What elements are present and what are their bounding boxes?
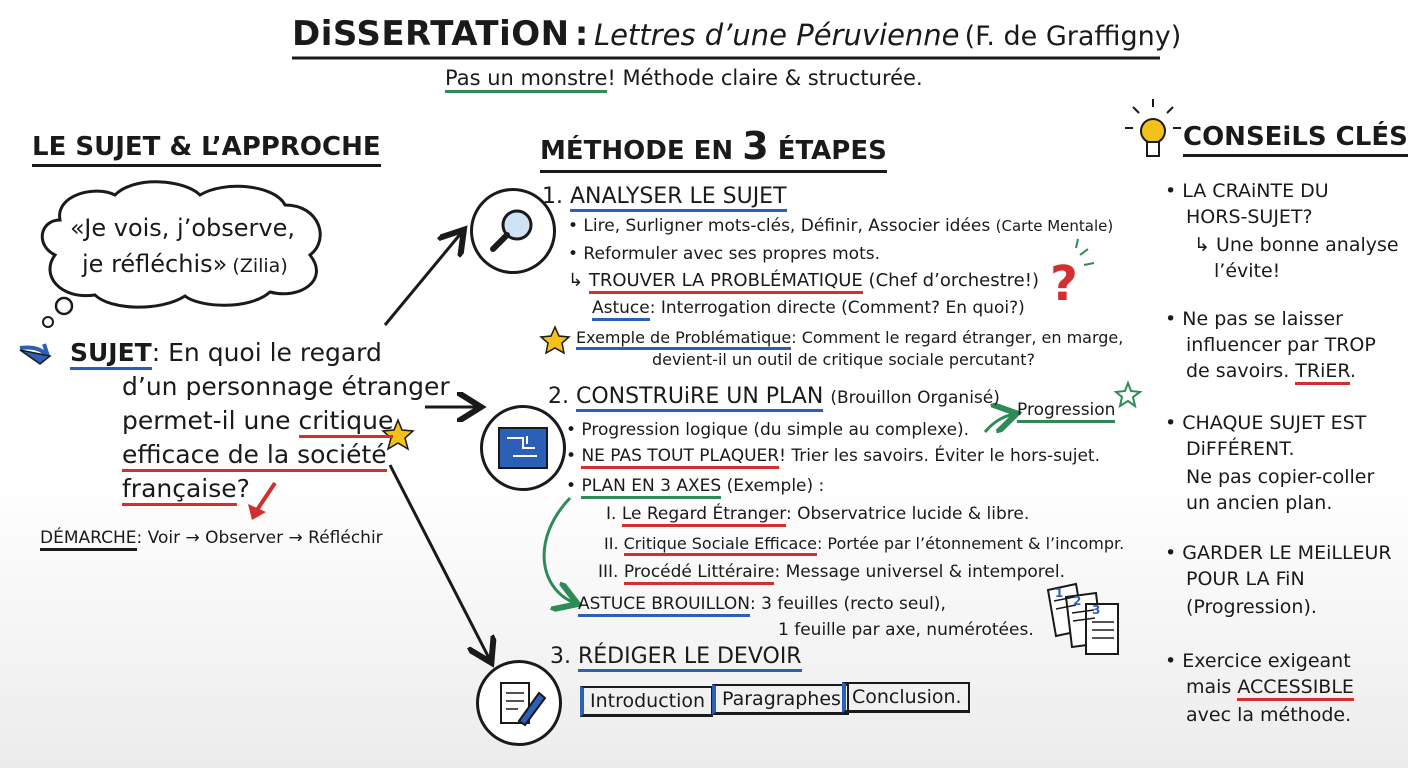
tip5-line1: • Exercice exigeant [1165,650,1351,672]
progression-arrow [985,414,1014,432]
sujet-line5 [122,474,250,503]
thought-cloud [42,182,320,307]
arrow-to-step3 [390,465,490,660]
step1-title-row [542,184,787,209]
cloud-speaker: (Zilia) [232,255,288,277]
tip5-line2 [1186,676,1354,698]
tip3-line3: Ne pas copier-coller [1186,466,1375,488]
step2-astuce-text1: : 3 feuilles (recto seul), [750,594,946,614]
demarche-label: DÉMARCHE [40,528,137,551]
green-curve-arrow [544,498,575,603]
step2-bullet1: • Progression logique (du simple au complexe). [566,420,970,440]
title-sep: : [574,14,589,54]
cloud-quote-text: je réfléchis» [82,250,228,278]
tip1-line2: HORS-SUJET? [1186,206,1313,228]
step1-num: 1. [542,184,563,209]
star-progression [1116,383,1140,406]
hook-arrow-icon: ↳ [568,270,584,291]
page-subtitle [445,66,923,90]
sujet-text1: : En quoi le regard [151,338,382,367]
box-introduction: Introduction [580,686,713,717]
step2-bullet3-text: (Exemple) : [726,476,825,496]
middle-heading-part1: MÉTHODE EN [540,136,743,166]
step1-example-line1 [576,328,1123,347]
arrow-to-step1 [385,232,462,325]
progression-tag: Progression [1017,400,1115,423]
tip2-line1: • Ne pas se laisser [1165,308,1343,330]
axis-1-num: I. [606,504,617,524]
tip5-accessible: ACCESSIBLE [1237,676,1354,701]
tip1-line1: • LA CRAiNTE DU [1165,180,1329,202]
sujet-line3 [122,406,393,435]
step2-num: 2. [548,384,569,409]
tip3-line2: DiFFÉRENT. [1186,438,1295,460]
subtitle-highlight: Pas un monstre [445,66,607,93]
axis-3-text: : Message universel & intemporel. [774,562,1065,582]
step1-example-label: Exemple de Problématique [576,328,791,350]
tip1-line4: l’évite! [1214,260,1281,282]
middle-heading-num: 3 [742,124,769,168]
left-heading: LE SUJET & L’APPROCHE [32,132,381,167]
step1-astuce-label: Astuce [592,298,650,321]
title-main: DiSSERTATiON [292,14,570,54]
tip4-line3: (Progression). [1186,596,1317,618]
step2-bullet3: • PLAN EN 3 AXES (Exemple) : [566,476,824,496]
title-author: (F. de Graffigny) [964,21,1182,52]
blueprint-icon [480,405,566,491]
step1-bullet1-note: (Carte Mentale) [995,217,1114,235]
step2-bullet2: • NE PAS TOUT PLAQUER! Trier les savoirs. Éviter le hors-sujet. [566,446,1100,466]
axis-2-label: Critique Sociale Efficace [624,534,817,556]
step1-example-line2: devient-il un outil de critique sociale percutant? [652,350,1036,369]
cloud-quote-line2 [82,250,288,278]
step2-astuce-line1 [578,594,946,614]
middle-heading [540,124,887,173]
middle-heading-part2: ÉTAPES [768,136,887,166]
step1-problematique-label: TROUVER LA PROBLÉMATIQUE [589,270,863,294]
step2-bullet3-label: PLAN EN 3 AXES [581,476,721,499]
sheet-number-2: 2 [1073,594,1082,608]
step2-astuce-label: ASTUCE BROUILLON [578,594,750,617]
tip5-text: mais [1186,676,1238,698]
step2-title-note: (Brouillon Organisé) [830,388,1000,408]
step2-title-row [548,384,1000,409]
sujet-label: SUJET [70,338,152,370]
axis-1-label: Le Regard Étranger [622,504,786,527]
step1-title: ANALYSER LE SUJET [570,184,787,212]
axis-2 [604,534,1124,553]
lightbulb-icon [1125,99,1181,156]
tip2-line2: influencer par TROP [1186,334,1376,356]
step1-example-text1: : Comment le regard étranger, en marge, [791,328,1124,347]
sujet-francaise: française [122,474,237,506]
axis-2-text: : Portée par l’étonnement & l’incompr. [816,534,1125,553]
step1-bullet2: • Reformuler avec ses propres mots. [568,244,881,264]
tip2-text: de savoirs. [1186,360,1296,382]
step2-title: CONSTRUiRE UN PLAN [576,384,823,412]
axis-3 [598,562,1065,582]
axis-1-text: : Observatrice lucide & libre. [786,504,1030,524]
star-example [541,327,569,353]
tip4-line2: POUR LA FiN [1186,568,1305,590]
right-heading: CONSEiLS CLÉS [1183,122,1408,157]
tip4-line1: • GARDER LE MEiLLEUR [1165,542,1392,564]
tip5-line3: avec la méthode. [1186,704,1352,726]
axis-3-label: Procédé Littéraire [624,562,775,585]
sujet-line2: d’un personnage étranger [122,372,450,401]
axis-3-num: III. [598,562,619,582]
title-work: Lettres d’une Péruvienne [593,18,960,52]
step1-astuce-text: : Interrogation directe (Comment? En quoi?) [649,298,1025,318]
step3-title: RÉDIGER LE DEVOIR [578,644,802,672]
tip2-trier: TRiER [1295,360,1350,385]
axis-2-num: II. [604,534,619,553]
step1-bullet1 [568,216,1113,236]
tip2-dot: . [1349,360,1356,382]
subtitle-rest: ! Méthode claire & structurée. [607,66,923,90]
box-conclusion: Conclusion. [842,682,970,713]
sujet-line4: efficace de la société [122,440,387,472]
step1-problematique [568,270,1039,291]
question-mark-icon: ? [1050,256,1078,312]
step1-problematique-note: (Chef d’orchestre!) [868,270,1039,291]
step3-num: 3. [550,644,571,669]
sujet-line1 [70,338,382,367]
step2-astuce-line2: 1 feuille par axe, numérotées. [778,620,1034,640]
step3-title-row [550,644,802,669]
tip3-line4: un ancien plan. [1186,492,1333,514]
sujet-critique: critique [299,406,394,438]
sheet-number-3: 3 [1092,603,1101,617]
step2-bullet2-text: ! Trier les savoirs. Éviter le hors-sujet. [779,446,1101,466]
writing-icon [476,660,562,746]
demarche [40,528,383,548]
demarche-text: : Voir → Observer → Réfléchir [136,528,383,548]
tip1-line3: ↳ Une bonne analyse [1194,234,1399,256]
step1-astuce [592,298,1025,318]
step2-bullet2-label: NE PAS TOUT PLAQUER [581,446,779,469]
page-title [292,14,1181,54]
box-paragraphes: Paragraphes [712,684,849,715]
cloud-quote-line1: «Je vois, j’observe, [70,214,295,242]
tip3-line1: • CHAQUE SUJET EST [1165,412,1367,434]
sujet-qmark: ? [236,474,250,503]
step1-bullet1-text: • Lire, Surligner mots-clés, Définir, Associer idées [568,216,991,236]
sujet-text3: permet-il une [122,406,299,435]
tip2-line3 [1186,360,1356,382]
axis-1 [606,504,1029,524]
sheet-number-1: 1 [1055,586,1064,600]
